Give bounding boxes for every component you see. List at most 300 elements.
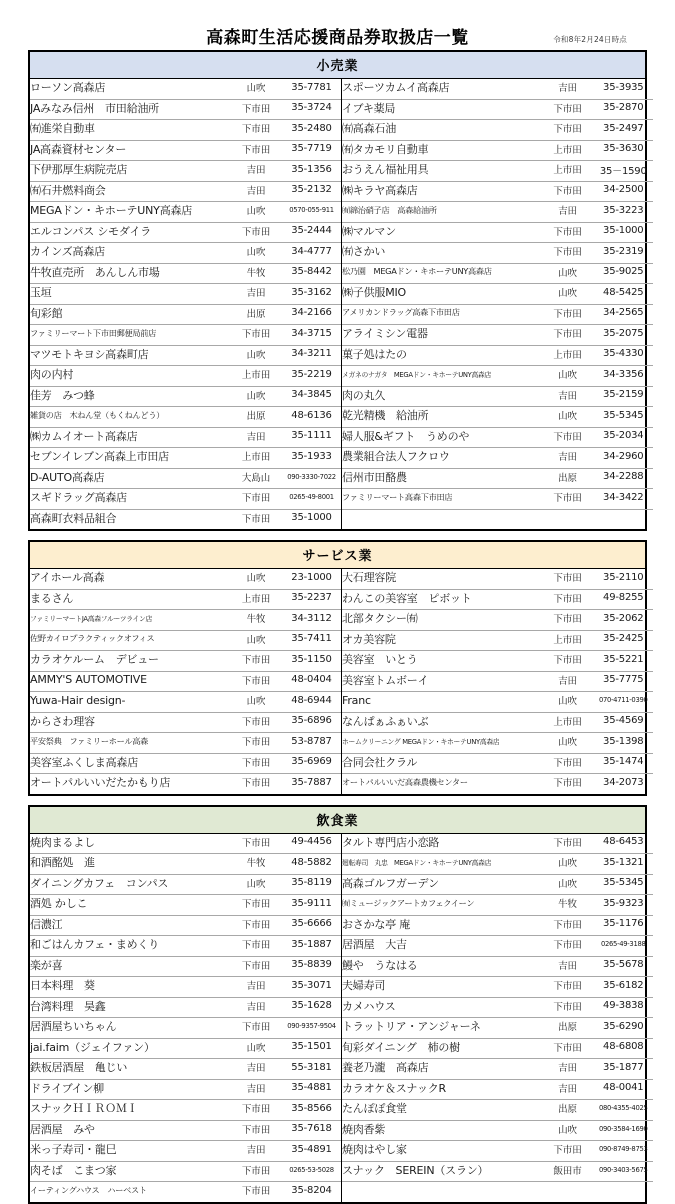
area-text: 山吹 — [558, 411, 577, 423]
table-row — [30, 1120, 653, 1141]
cell-name — [342, 854, 542, 875]
cell-name — [342, 733, 542, 754]
cell-name — [30, 610, 230, 631]
cell-tel — [282, 874, 342, 895]
tel-text: 34-3422 — [603, 491, 644, 503]
cell-area — [230, 977, 282, 998]
cell-name — [342, 181, 542, 202]
name-text: JAみなみ信州 市田給油所 — [30, 101, 159, 115]
cell-area — [230, 630, 282, 651]
name-text: スナックＨＩＲＯＭＩ — [30, 1102, 138, 1116]
name-text: JA高森資材センター — [30, 142, 127, 156]
table-row — [30, 753, 653, 774]
tel-text: 35-8442 — [291, 266, 332, 278]
area-text: 下市田 — [241, 329, 271, 341]
table-row — [30, 630, 653, 651]
cell-tel — [594, 1141, 654, 1162]
cell-area — [542, 956, 594, 977]
area-text: 山吹 — [558, 737, 577, 749]
area-text: 吉田 — [558, 83, 577, 95]
cell-tel — [594, 1079, 654, 1100]
tel-text: 35-2219 — [291, 368, 332, 380]
area-text: 山吹 — [246, 390, 266, 402]
name-text: 美容室ふくしま高森店 — [30, 755, 138, 769]
name-text: Franc — [342, 693, 371, 707]
cell-area — [542, 1059, 594, 1080]
cell-name — [342, 956, 542, 977]
cell-area — [542, 243, 594, 264]
cell-tel — [282, 1161, 342, 1182]
cell-name — [30, 854, 230, 875]
cell-tel — [594, 895, 654, 916]
area-text: 吉田 — [246, 431, 266, 443]
tel-text: 35-2062 — [603, 612, 644, 624]
area-text: 下市田 — [241, 919, 271, 931]
cell-name — [30, 977, 230, 998]
name-text: まるさん — [30, 591, 74, 605]
area-text: 下市田 — [241, 513, 271, 525]
cell-area — [230, 915, 282, 936]
cell-tel — [594, 202, 654, 223]
tel-text: 35-2425 — [603, 633, 644, 645]
name-text: 平安祭典 ファミリーホール高森 — [30, 735, 148, 746]
name-text: 旬彩ダイニング 柿の樹 — [342, 1040, 460, 1054]
area-text: 下市田 — [241, 778, 271, 790]
area-text: 下市田 — [553, 1042, 582, 1054]
store-table-retail — [30, 79, 653, 529]
cell-area — [230, 448, 282, 469]
cell-name — [342, 977, 542, 998]
cell-name — [342, 284, 542, 305]
table-row — [30, 1182, 653, 1202]
cell-name — [342, 610, 542, 631]
cell-tel — [282, 427, 342, 448]
cell-area — [542, 1018, 594, 1039]
cell-area — [542, 753, 594, 774]
name-text: からさわ理容 — [30, 714, 95, 728]
area-text: 下市田 — [553, 919, 582, 931]
cell-area — [230, 874, 282, 895]
area-text: 出原 — [558, 472, 577, 484]
cell-area — [230, 1018, 282, 1039]
tel-text: 35-5345 — [603, 877, 644, 889]
section-heading-service: サービス業 — [30, 542, 645, 569]
tel-text: 0265-49-8001 — [289, 493, 334, 502]
cell-area — [230, 407, 282, 428]
table-row — [30, 1018, 653, 1039]
cell-area — [230, 386, 282, 407]
cell-name — [30, 874, 230, 895]
cell-name — [342, 834, 542, 854]
name-text: 美容室トムボーイ — [342, 673, 429, 687]
cell-name — [342, 651, 542, 672]
tel-text: 35-6182 — [603, 979, 644, 991]
cell-tel — [594, 1018, 654, 1039]
cell-tel — [594, 181, 654, 202]
area-text: 山吹 — [558, 1124, 577, 1136]
cell-area — [230, 1079, 282, 1100]
name-text: ファミリーマートJA高森フルーツライン店 — [30, 615, 152, 624]
tel-text: 48-6453 — [603, 836, 644, 848]
cell-area — [542, 671, 594, 692]
cell-tel — [594, 161, 654, 182]
cell-area — [542, 630, 594, 651]
cell-name — [30, 345, 230, 366]
name-text: たんぽぽ食堂 — [342, 1102, 407, 1116]
name-text: 佐野カイロプラクティックオフィス — [30, 633, 155, 644]
cell-name — [342, 1161, 542, 1182]
cell-tel — [594, 427, 654, 448]
cell-name — [342, 692, 542, 713]
area-text: 下市田 — [553, 1145, 582, 1157]
area-text: 下市田 — [553, 614, 582, 626]
cell-area — [230, 1059, 282, 1080]
cell-tel — [594, 1038, 654, 1059]
tel-text: 35-3223 — [603, 204, 644, 216]
name-text: ㈱子供服MIO — [342, 286, 406, 300]
cell-tel — [282, 692, 342, 713]
name-text: D-AUTO高森店 — [30, 470, 105, 484]
cell-area — [542, 489, 594, 510]
area-text: 吉田 — [558, 452, 577, 464]
area-text: 上市田 — [553, 144, 582, 156]
name-text: 居酒屋ちいちゃん — [30, 1020, 117, 1034]
cell-area — [230, 1182, 282, 1202]
cell-area — [542, 140, 594, 161]
cell-tel — [282, 854, 342, 875]
name-text: アイホール高森 — [30, 571, 105, 585]
area-text: 吉田 — [246, 981, 266, 993]
table-row — [30, 140, 653, 161]
cell-area — [542, 610, 594, 631]
name-text: 信州市田酪農 — [342, 470, 407, 484]
cell-tel — [594, 448, 654, 469]
cell-name — [30, 1141, 230, 1162]
tel-text: 35-1501 — [291, 1041, 332, 1053]
area-text: 山吹 — [558, 878, 577, 890]
cell-tel — [282, 610, 342, 631]
cell-name — [342, 325, 542, 346]
area-text: 下市田 — [553, 308, 582, 320]
tel-text: 35-2319 — [603, 245, 644, 257]
cell-area — [542, 345, 594, 366]
area-text: 下市田 — [553, 981, 582, 993]
tel-text: 35-3162 — [291, 286, 332, 298]
name-text: 乾光精機 給油所 — [342, 409, 429, 423]
cell-tel — [282, 345, 342, 366]
cell-name — [30, 407, 230, 428]
tel-text: 48-5882 — [291, 856, 332, 868]
area-text: 下市田 — [553, 493, 582, 505]
cell-area — [542, 263, 594, 284]
cell-name — [342, 671, 542, 692]
cell-name — [30, 79, 230, 99]
cell-area — [542, 284, 594, 305]
table-row — [30, 671, 653, 692]
tel-text: 35-6969 — [291, 756, 332, 768]
cell-area — [230, 263, 282, 284]
area-text: 吉田 — [246, 1145, 266, 1157]
cell-area — [542, 1100, 594, 1121]
tel-text: 34-3112 — [291, 612, 332, 624]
area-text: 山吹 — [246, 573, 266, 585]
cell-area — [542, 1141, 594, 1162]
area-text: 下市田 — [241, 737, 271, 749]
name-text: 肉の丸久 — [342, 388, 386, 402]
cell-tel — [594, 304, 654, 325]
table-row — [30, 1038, 653, 1059]
table-row — [30, 854, 653, 875]
tel-text: 35-1887 — [291, 938, 332, 950]
cell-area — [230, 589, 282, 610]
cell-area — [230, 468, 282, 489]
name-text: 雑貨の店 木ねん堂（もくねんどう） — [30, 409, 165, 420]
tel-text: 49-3838 — [603, 1000, 644, 1012]
tel-text: 35-2444 — [291, 225, 332, 237]
cell-tel — [282, 712, 342, 733]
cell-name — [342, 366, 542, 387]
area-text: 上市田 — [241, 370, 271, 382]
name-text: 和ごはんカフェ・まめくり — [30, 938, 160, 952]
cell-tel — [282, 1182, 342, 1202]
cell-name — [30, 1161, 230, 1182]
tel-text: 0265-49-3188 — [600, 940, 646, 949]
cell-area — [230, 569, 282, 589]
cell-area — [542, 407, 594, 428]
table-row — [30, 222, 653, 243]
cell-tel — [594, 140, 654, 161]
name-text: ㈲さかい — [342, 245, 386, 259]
area-text: 下市田 — [553, 185, 582, 197]
tel-text: 35-1877 — [603, 1061, 644, 1073]
name-text: 米っ子寿司・龍巳 — [30, 1143, 117, 1157]
tel-text: 34-2073 — [603, 776, 644, 788]
area-text: 下市田 — [553, 593, 582, 605]
tel-text: 35-2870 — [603, 102, 644, 114]
tel-text: 35-1356 — [291, 163, 332, 175]
section-service — [28, 540, 647, 796]
name-text: 美容室 いとう — [342, 653, 418, 667]
cell-tel — [594, 1120, 654, 1141]
tel-text: 090-9357-9504 — [287, 1022, 336, 1031]
cell-tel — [282, 99, 342, 120]
table-row — [30, 427, 653, 448]
cell-name — [342, 1059, 542, 1080]
name-text: 北部タクシー㈲ — [342, 612, 418, 626]
cell-name — [30, 161, 230, 182]
name-text: タルト専門店小恋路 — [342, 835, 440, 849]
name-text: ローソン高森店 — [30, 81, 106, 95]
tel-text: 35-8839 — [291, 959, 332, 971]
cell-name — [342, 140, 542, 161]
area-text: 吉田 — [558, 206, 577, 218]
tel-text: 49-8255 — [603, 592, 644, 604]
area-text: 下市田 — [241, 716, 271, 728]
cell-tel — [282, 569, 342, 589]
area-text: 下市田 — [241, 493, 271, 505]
cell-name — [342, 1018, 542, 1039]
cell-area — [542, 895, 594, 916]
name-text: マツモトキヨシ高森町店 — [30, 347, 149, 361]
area-text: 下市田 — [553, 247, 582, 259]
name-text: 農業組合法人フクロウ — [342, 450, 450, 464]
area-text: 下市田 — [241, 1165, 271, 1177]
cell-area — [230, 489, 282, 510]
area-text: 下市田 — [553, 1001, 582, 1013]
name-text: 肉の内村 — [30, 368, 74, 382]
cell-area — [230, 997, 282, 1018]
cell-area — [230, 161, 282, 182]
table-row — [30, 651, 653, 672]
cell-name — [30, 651, 230, 672]
cell-tel — [282, 915, 342, 936]
cell-area — [542, 1182, 594, 1202]
cell-tel — [594, 956, 654, 977]
area-text: 山吹 — [246, 1042, 266, 1054]
name-text: 廻転寿司 丸忠 MEGAドン・キホーテUNY高森店 — [342, 859, 492, 868]
tel-text: 34-2500 — [603, 184, 644, 196]
cell-name — [342, 263, 542, 284]
cell-area — [542, 874, 594, 895]
tel-text: 34-3715 — [291, 327, 332, 339]
cell-name — [342, 202, 542, 223]
tel-text: 35-9111 — [291, 897, 332, 909]
cell-tel — [282, 1038, 342, 1059]
section-heading-food: 飲食業 — [30, 807, 645, 834]
area-text: 牛牧 — [246, 267, 266, 279]
cell-name — [342, 407, 542, 428]
cell-tel — [282, 222, 342, 243]
cell-name — [342, 1141, 542, 1162]
tel-text: 0570-055-911 — [289, 206, 334, 215]
cell-area — [230, 345, 282, 366]
tel-text: 35-1398 — [603, 735, 644, 747]
cell-name — [342, 589, 542, 610]
cell-area — [230, 366, 282, 387]
cell-area — [542, 202, 594, 223]
table-row — [30, 304, 653, 325]
name-text: 肉そば こまつ家 — [30, 1163, 117, 1177]
cell-tel — [282, 774, 342, 794]
cell-area — [230, 651, 282, 672]
cell-tel — [282, 1018, 342, 1039]
name-text: アメリカンドラッグ高森下市田店 — [342, 307, 460, 318]
cell-area — [230, 936, 282, 957]
area-text: 山吹 — [558, 288, 577, 300]
cell-area — [230, 99, 282, 120]
cell-tel — [282, 834, 342, 854]
cell-name — [30, 834, 230, 854]
area-text: 下市田 — [553, 837, 582, 849]
tel-text: 53-8787 — [291, 735, 332, 747]
cell-tel — [282, 304, 342, 325]
table-row — [30, 874, 653, 895]
tel-text: 35-2075 — [603, 327, 644, 339]
name-text: ダイニングカフェ コンパス — [30, 876, 169, 890]
area-text: 下市田 — [241, 1104, 271, 1116]
cell-name — [30, 630, 230, 651]
cell-area — [230, 284, 282, 305]
table-row — [30, 366, 653, 387]
cell-name — [342, 509, 542, 529]
name-text: ㈲進栄自動車 — [30, 122, 95, 136]
name-text: Yuwa-Hair design- — [30, 693, 126, 707]
cell-name — [30, 774, 230, 794]
tel-text: 35-6896 — [291, 715, 332, 727]
cell-tel — [282, 589, 342, 610]
cell-tel — [282, 753, 342, 774]
name-text: 養老乃瀧 高森店 — [342, 1061, 429, 1075]
cell-name — [342, 99, 542, 120]
table-row — [30, 489, 653, 510]
cell-tel — [594, 915, 654, 936]
cell-name — [342, 569, 542, 589]
name-text: ㈱キラヤ高森店 — [342, 183, 418, 197]
cell-area — [230, 1161, 282, 1182]
tel-text: 35-9323 — [603, 897, 644, 909]
cell-name — [342, 468, 542, 489]
area-text: 下市田 — [553, 124, 582, 136]
cell-tel — [282, 161, 342, 182]
cell-area — [230, 509, 282, 529]
area-text: 山吹 — [246, 696, 266, 708]
cell-area — [542, 692, 594, 713]
tel-text: 35-6666 — [291, 918, 332, 930]
area-text: 下市田 — [241, 655, 271, 667]
area-text: 下市田 — [553, 757, 582, 769]
name-text: ファミリーマート高森下市田店 — [342, 491, 453, 502]
cell-area — [230, 692, 282, 713]
cell-area — [542, 325, 594, 346]
cell-tel — [594, 671, 654, 692]
tel-text: 35-7618 — [291, 1123, 332, 1135]
cell-tel — [282, 936, 342, 957]
cell-tel — [594, 936, 654, 957]
table-row — [30, 263, 653, 284]
name-text: ㈲綿治硝子店 高森給油所 — [342, 204, 437, 215]
area-text: 山吹 — [558, 696, 577, 708]
cell-tel — [594, 854, 654, 875]
tel-text: 35-3935 — [603, 81, 644, 93]
tel-text: 34-2288 — [603, 471, 644, 483]
area-text: 下市田 — [241, 757, 271, 769]
name-text: カメハウス — [342, 999, 396, 1013]
cell-tel — [282, 509, 342, 529]
area-text: 山吹 — [246, 206, 266, 218]
cell-tel — [594, 79, 654, 99]
name-text: 牛牧直売所 あんしん市場 — [30, 265, 160, 279]
table-row — [30, 181, 653, 202]
area-text: 山吹 — [246, 634, 266, 646]
cell-tel — [282, 1120, 342, 1141]
cell-name — [30, 304, 230, 325]
store-table-service — [30, 569, 653, 794]
tel-text: 35-1176 — [603, 918, 644, 930]
cell-name — [30, 692, 230, 713]
tel-text: 48-6944 — [291, 694, 332, 706]
table-row — [30, 1141, 653, 1162]
cell-name — [342, 1182, 542, 1202]
name-text: イブキ薬局 — [342, 101, 396, 115]
as-of-date: 令和8年2月24日時点 — [553, 35, 627, 44]
table-row — [30, 99, 653, 120]
area-text: 大島山 — [241, 472, 271, 484]
tel-text: 090-3584-1690 — [598, 1124, 648, 1133]
cell-tel — [594, 407, 654, 428]
name-text: カラオケ＆スナックR — [342, 1081, 446, 1095]
document-header — [28, 0, 647, 50]
cell-tel — [282, 733, 342, 754]
